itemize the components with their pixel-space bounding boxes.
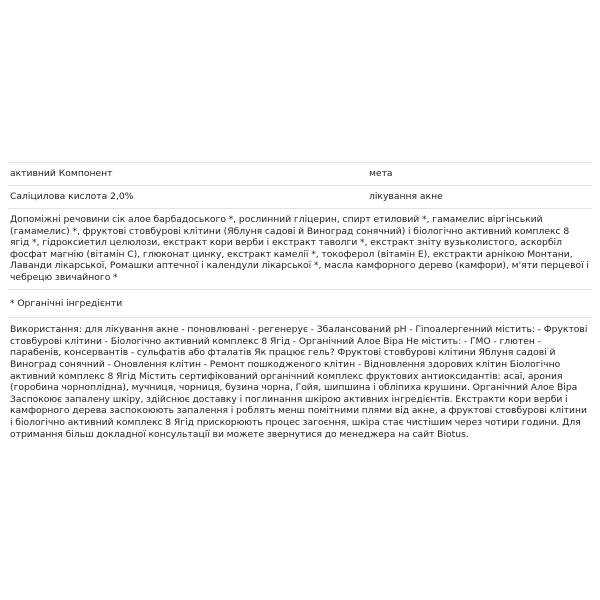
usage-text: Використання: для лікування акне - поновлювані - регенерує - Збалансований pH - Гіпоалергенний містить: - Фруктові стовбурові клітини - Біологічно активний комплекс 8 Ягід - Органічний Алое Віра Не містить: - ГМО - глютен - парабенів, консервантів - сульфатів або фталатів Як працює гель? Фруктові стовбурові клітини Яблуня садові й Виноград сонячний - Оновлення клітин - Ремонт пошкодженого клітин - Відновлення здорових клітин Біологічно активний комплекс 8 Ягід Містить сертифікований органічний комплекс фруктових антиоксидантів: асаї, арония (горобина чорноплідна), мучниця, чорниця, бузина чорна, Гойя, шипшина і обліпиха крушини. Органічний Алое Віра Заспокоює запалену шкіру, здійснює доставку і поглинання шкірою активних інгредієнтів. Екстракти кори верби і камфорного дерева заспокоюють запалення і роблять менш помітними плями від акне, а фруктові стовбурові клітини і біологічно активний комплекс 8 Ягід прискорюють процес загоєння, шкіра стає чистішим через чотири години. Для отримання більш докладної консультації ви можете звернутися до менеджера на сайт Biotus. — [10, 324, 588, 440]
row-purpose: лікування акне — [369, 191, 443, 202]
organic-note: * Органічні інгредієнти — [10, 297, 123, 309]
product-description — [8, 162, 592, 445]
table-header-row — [8, 163, 592, 185]
header-purpose: мета — [369, 168, 393, 179]
row-component: Саліцилова кислота 2,0% — [10, 191, 134, 202]
table-row — [8, 186, 592, 208]
auxiliary-ingredients: Допоміжні речовини сік алое барбадоського *, рослинний гліцерин, спирт етиловий *, гамамелис віргінський (гамамелис) *, фруктові стовбурові клітини (Яблуня садові й Виноград сонячний) і біологічно активний комплекс 8 ягід *, гідроксиетил целюлози, екстракт кори верби і екстракт таволги *, екстракт зніту вузьколистого, аскорбіл фосфат магнію (вітамін С), глюконат цинку, екстракт камелії *, токоферол (вітамін Е), екстракти арнікою Монтани, Лаванди лікарської, Ромашки аптечної і календули лікарської *, масла камфорного дерево (камфори), м'яти перцевої і чебрецю звичайного * — [10, 214, 589, 283]
header-component: активний Компонент — [10, 168, 113, 179]
